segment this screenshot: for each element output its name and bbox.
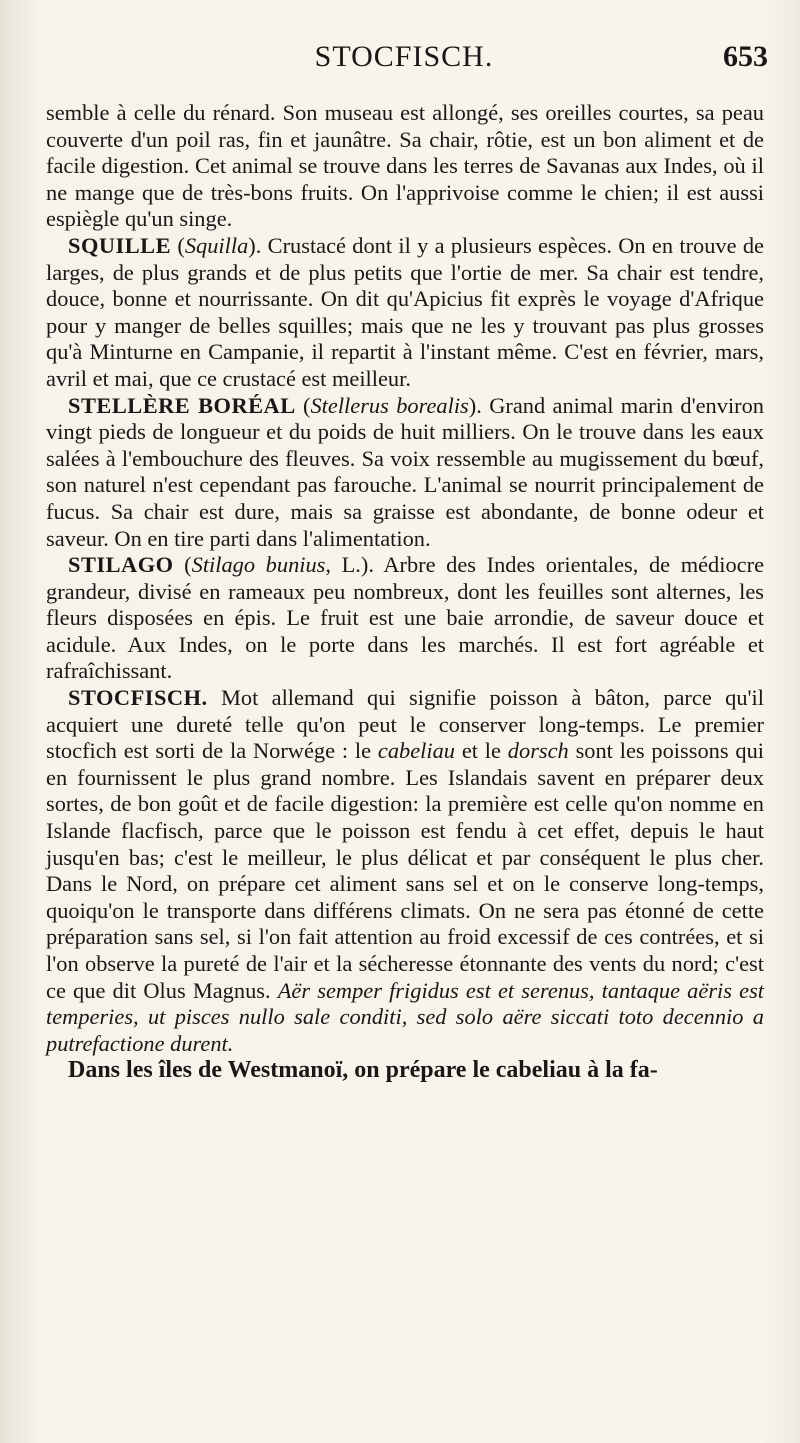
page-title: STOCFISCH. xyxy=(314,40,494,73)
entry-squille xyxy=(46,233,764,393)
entry-text: Grand animal marin d'environ vingt pieds de longueur et du poids de huit milliers. On le trouve dans les eaux salées à l'embouchure des fleuves. Sa voix ressemble au mugissement du bœuf, son naturel n'est cependant pas farouche. L'animal se nourrit principalement de fucus. Sa chair est dure, mais sa graisse est abondante, de bonne odeur et saveur. On en tire parti dans l'alimentation. xyxy=(46,392,765,551)
entry-text: Mot allemand qui signifie poisson à bâton, parce qu'il acquiert une dureté telle qu'on peut le conserver long-temps. Le premier stocfich est sorti de la Norwége : le xyxy=(46,685,764,764)
fish-name: cabeliau xyxy=(377,738,455,764)
page-number: 653 xyxy=(723,40,768,73)
latin-name: Stilago bunius xyxy=(191,552,326,578)
entry-stilago xyxy=(46,552,764,685)
final-line: Dans les îles de Westmanoï, on prépare le cabeliau à la fa- xyxy=(68,1057,658,1084)
paren-close: ). xyxy=(248,232,268,258)
entry-stocfisch xyxy=(46,685,764,1057)
entry-headword: SQUILLE xyxy=(68,232,172,258)
latin-quotation: Aër semper frigidus est et serenus, tantaque aëris est temperies, ut pisces nullo sale conditi, sed solo aëre siccati toto decennio a putrefactione durent. xyxy=(46,977,765,1056)
entry-headword: STELLÈRE BORÉAL xyxy=(68,392,296,418)
running-head xyxy=(40,40,768,80)
entry-text: sont les poissons qui en fournissent le plus grand nombre. Les Islandais savent en préparer deux sortes, de bon goût et de facile digestion: la première est celle qu'on nomme en Islande flacfisch, parce que le poisson est fendu à cet effet, depuis le haut jusqu'en bas; c'est le meilleur, le plus délicat et par conséquent le plus cher. Dans le Nord, on prépare cet aliment sans sel et on le conserve long-temps, quoiqu'on le transporte dans différens climats. On ne sera pas étonné de cette préparation sans sel, si l'on fait attention au froid excessif de ces contrées, et si l'on observe la pureté de l'air et la sécheresse étonnante des vents du nord; c'est ce que dit Olus Magnus. xyxy=(46,738,764,1003)
paren-open: ( xyxy=(173,552,192,578)
entry-text: Arbre des Indes orientales, de médiocre grandeur, divisé en rameaux peu nombreux, dont les feuilles sont alternes, les fleurs disposées en épis. Le fruit est une baie arrondie, de saveur douce et acidule. Aux Indes, on le porte dans les marchés. Il est fort agréable et rafraîchissant. xyxy=(46,552,765,684)
paren-close: ). xyxy=(468,392,490,418)
entry-headword: STOCFISCH. xyxy=(68,685,208,711)
entry-text: et le xyxy=(455,738,508,764)
entry-headword: STILAGO xyxy=(68,552,174,578)
fish-name: dorsch xyxy=(507,738,569,764)
latin-name: Stellerus borealis xyxy=(310,392,469,418)
paren-open: ( xyxy=(295,392,311,418)
paren-close: , L.). xyxy=(325,552,384,578)
latin-name: Squilla xyxy=(184,232,249,258)
entry-text: Crustacé dont il y a plusieurs espèces. On en trouve de larges, de plus grands et de plus petits que l'ortie de mer. Sa chair est tendre, douce, bonne et nourrissante. On dit qu'Apicius fit exprès le voyage d'Afrique pour y manger de belles squilles; mais que ne les y trouvant pas plus grosses qu'à Minturne en Campanie, il repartit à l'instant même. C'est en février, mars, avril et mai, que ce crustacé est meilleur. xyxy=(46,232,764,391)
page-body xyxy=(46,100,764,1084)
entry-stellere xyxy=(46,393,764,553)
continued-paragraph: semble à celle du rénard. Son museau est allongé, ses oreilles courtes, sa peau couverte d'un poil ras, fin et jaunâtre. Sa chair, rôtie, est un bon aliment et de facile digestion. Cet animal se trouve dans les terres de Savanas aux Indes, où il ne mange que de très-bons fruits. On l'apprivoise comme le chien; il est aussi espiègle qu'un singe. xyxy=(46,100,764,232)
paren-open: ( xyxy=(171,232,185,258)
